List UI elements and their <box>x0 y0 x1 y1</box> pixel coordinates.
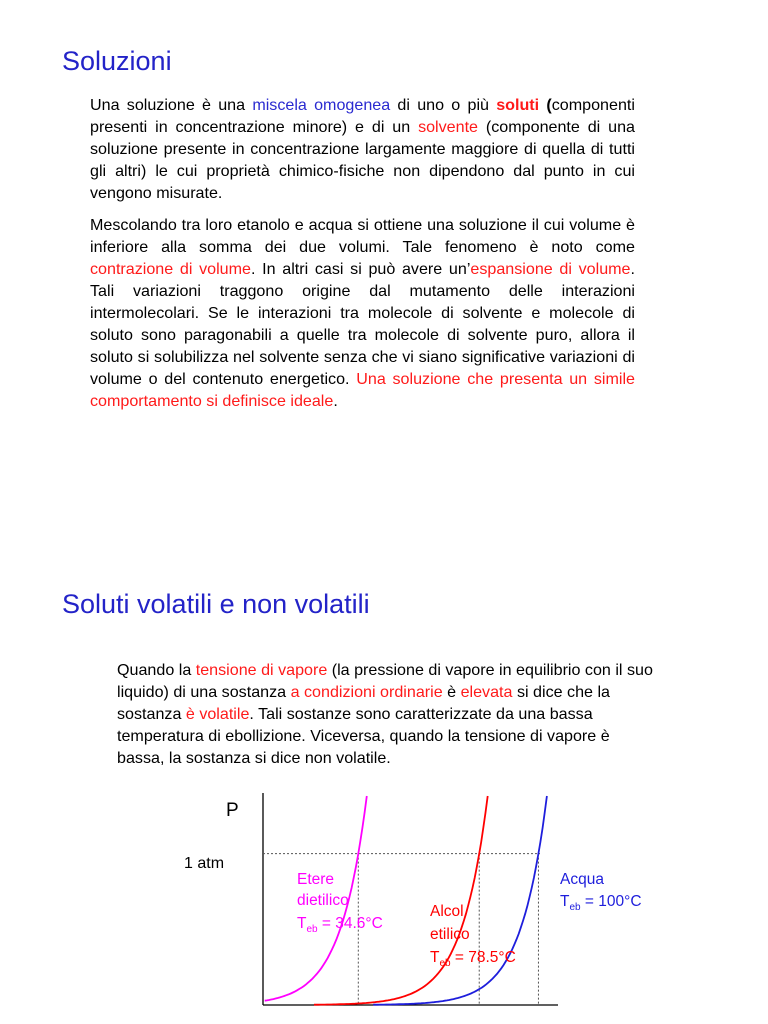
paragraph-definition <box>90 94 635 204</box>
text-span: . In altri casi si può avere un’ <box>250 260 471 278</box>
one-atm-label: 1 atm <box>184 855 225 872</box>
term-soluti: soluti <box>496 96 540 114</box>
label-part: eb <box>569 902 581 913</box>
term-solvente: solvente <box>418 118 479 136</box>
term-miscela-omogenea: miscela omogenea <box>252 96 391 114</box>
label-text: Etere <box>297 871 335 888</box>
label-acqua <box>560 871 642 913</box>
term-espansione-di-volume: espansione di volume <box>470 260 631 278</box>
text-span: Una soluzione è una <box>90 96 253 114</box>
text-span: . <box>333 392 338 410</box>
label-etere-dietilico <box>297 871 383 935</box>
text-span: . Tali sostanze sono caratterizzate da una bassa temperatura di ebollizione. Viceversa, quando la tensione di vapore è bassa, la sostanza si dice non volatile. <box>117 705 610 767</box>
text-span: (la pressione di vapore in equilibrio con il suo liquido) di una sostanza <box>117 661 653 701</box>
label-part: eb <box>306 924 318 935</box>
section-title-soluzioni: Soluzioni <box>62 46 172 76</box>
text-span: . Tali variazioni traggono origine dal mutamento delle interazioni intermolecolari. Se le interazioni tra molecole di solvente e molecole di soluto sono paragonabili a quelle tra molecole di solvente puro, allora il soluto si solubilizza nel solvente senza che vi siano significative variazioni di volume o del contenuto energetico. <box>90 260 635 388</box>
term-tensione-di-vapore: tensione di vapore <box>195 661 328 679</box>
label-part: = 100°C <box>580 893 642 910</box>
label-part: T <box>560 893 570 910</box>
text-span: componenti presenti in concentrazione minore) e di un <box>90 96 635 136</box>
vapor-pressure-chart <box>0 780 768 1024</box>
paragraph-volume <box>90 214 635 412</box>
term-soluzione-ideale: Una soluzione che presenta un simile comportamento si definisce ideale <box>90 370 635 410</box>
term-e-volatile: è volatile <box>185 705 250 723</box>
text-span: Quando la <box>117 661 196 679</box>
label-text: Alcol <box>430 903 464 920</box>
text-span: di uno o più <box>390 96 497 114</box>
term-elevata: elevata <box>460 683 513 701</box>
label-part: = 34.6°C <box>317 915 383 932</box>
label-alcol-etilico <box>430 903 516 969</box>
label-part: T <box>430 949 440 966</box>
label-part: T <box>297 915 307 932</box>
text-span: ( <box>539 96 552 114</box>
term-condizioni-ordinarie: a condizioni ordinarie <box>290 683 443 701</box>
text-span: è <box>442 683 461 701</box>
section-title-soluti-volatili: Soluti volatili e non volatili <box>62 589 370 619</box>
term-contrazione-di-volume: contrazione di volume <box>90 260 251 278</box>
text-span: si dice che la sostanza <box>117 683 610 723</box>
label-text: dietilico <box>297 892 349 909</box>
label-text <box>560 893 642 913</box>
text-span: (componente di una soluzione presente in concentrazione largamente maggiore di quella di tutti gli altri) le cui proprietà chimico-fisiche non dipendono dal punto in cui vengono misurate. <box>90 118 635 202</box>
label-part: eb <box>439 958 451 969</box>
label-part: = 78.5°C <box>450 949 516 966</box>
text-span: Mescolando tra loro etanolo e acqua si ottiene una soluzione il cui volume è inferiore alla somma dei due volumi. Tale fenomeno è noto come <box>90 216 635 256</box>
curve-acqua <box>373 796 547 1005</box>
paragraph-volatili <box>117 659 657 769</box>
label-text: etilico <box>430 926 470 943</box>
y-axis-label: P <box>226 800 239 821</box>
label-text: Acqua <box>560 871 604 888</box>
